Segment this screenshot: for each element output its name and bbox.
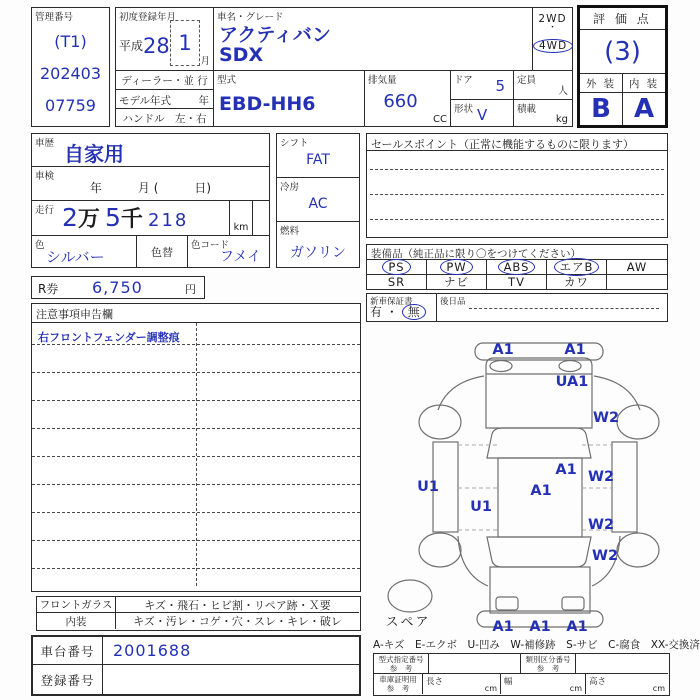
equip-navi-label: ナビ	[444, 275, 469, 289]
car-name-label: 車名・グレード	[217, 12, 284, 23]
right-taillight-shape	[562, 597, 584, 610]
dealer-parallel-cell: ディーラー・並 行	[116, 71, 214, 90]
damage-label: A1	[555, 462, 577, 478]
equip-navi	[427, 275, 487, 289]
drive-type-cell	[533, 8, 572, 71]
r-ticket-label: R券	[38, 282, 59, 296]
mileage-cell	[32, 201, 269, 236]
sales-point-line1	[370, 169, 664, 170]
notes-box	[31, 303, 361, 592]
length-unit: cm	[484, 684, 497, 693]
mileage-sen-value: 5	[105, 203, 121, 232]
month-suffix: 月	[200, 56, 210, 67]
first-registration-cell	[116, 8, 214, 71]
warranty-dot: ・	[385, 305, 398, 319]
equip-aw-label: AW	[626, 260, 648, 274]
drive-4wd: 4WD	[533, 39, 573, 53]
equip-kawa-label: カワ	[564, 275, 589, 289]
equip-tv	[487, 275, 547, 289]
front-right-wheel-shape	[617, 405, 659, 439]
model-year-cell	[116, 90, 214, 109]
class-number-label-cell	[521, 654, 576, 674]
front-left-wheel-shape	[419, 405, 461, 439]
warranty-yes: 有	[370, 305, 383, 319]
garage-label: 車庫証明用	[379, 675, 417, 684]
equip-kawa	[547, 275, 607, 289]
displacement-value: 660	[383, 91, 418, 112]
score-box	[577, 5, 668, 128]
garage-label-cell	[374, 674, 423, 694]
front-panel-shape	[486, 358, 592, 428]
garage-sub: 参 考	[386, 684, 410, 693]
equip-ps	[367, 260, 427, 275]
notes-title: 注意事項申告欄	[32, 304, 360, 323]
fuel-value: ガソリン	[290, 245, 346, 261]
later-item-line	[469, 308, 659, 309]
car-name-value: アクティバン	[219, 24, 331, 46]
r-ticket-unit: 円	[185, 283, 196, 296]
capacity-cell	[514, 71, 572, 100]
fuel-cell	[277, 222, 359, 267]
ac-cell	[277, 178, 359, 222]
interior-grade: A	[633, 94, 655, 124]
score-label: 評 価 点	[580, 8, 665, 30]
glass-options: キズ・飛石・ヒビ割・リペア跡・Ｘ要	[116, 597, 359, 613]
capacity-label: 定員	[517, 75, 537, 86]
fuel-label: 燃料	[280, 226, 300, 237]
car-name-cell	[214, 8, 533, 71]
damage-label: A1	[566, 619, 588, 635]
equip-abs	[487, 260, 547, 275]
type-number-label-cell	[374, 654, 429, 674]
equipment-box	[366, 244, 668, 290]
displacement-unit: CC	[433, 114, 447, 125]
type-number-sub: 参 考	[389, 664, 413, 673]
rear-panel-shape	[490, 567, 590, 613]
equip-empty	[607, 275, 667, 289]
registration-value-cell	[103, 665, 359, 694]
damage-legend: A-キズ E-エクボ U-凹み W-補修跡 S-サビ C-腐食 XX-交換済	[373, 639, 700, 651]
length-cell	[423, 674, 501, 694]
door-label: ドア	[454, 75, 473, 86]
model-code-value: EBD-HH6	[219, 93, 316, 115]
load-unit: kg	[555, 114, 568, 125]
damage-label: U1	[417, 479, 439, 495]
footer-table	[373, 653, 670, 696]
color-label: 色	[35, 240, 45, 251]
equip-aw	[607, 260, 667, 275]
equip-ps-label: PS	[382, 259, 410, 275]
damage-label: UA1	[555, 374, 589, 390]
shift-value: FAT	[306, 152, 330, 168]
equip-sr-label: SR	[387, 275, 406, 289]
damage-label: W2	[587, 517, 615, 533]
mileage-label: 走行	[35, 205, 55, 216]
damage-label: A1	[529, 619, 551, 635]
sales-point-box	[366, 133, 668, 238]
sales-point-line2	[370, 194, 664, 195]
color-cell	[32, 236, 136, 268]
load-label: 積載	[517, 104, 537, 115]
equip-airbag	[547, 260, 607, 275]
interior-cond-label: 内装	[37, 613, 116, 629]
spare-tire-shape	[388, 580, 432, 612]
shift-label: シフト	[280, 138, 309, 149]
type-number-label: 型式指定番号	[378, 655, 424, 664]
height-unit: cm	[652, 684, 665, 693]
mileage-unit-cell	[229, 201, 252, 236]
equip-pw-label: PW	[440, 259, 472, 275]
model-code-label: 型式	[217, 75, 237, 86]
first-registration-year: 28	[143, 34, 170, 58]
length-label: 長さ	[426, 677, 444, 687]
interior-cond-options: キズ・汚レ・コゲ・穴・スレ・キレ・破レ	[133, 615, 342, 628]
shape-cell	[451, 100, 514, 127]
later-item-label: 後日品	[440, 297, 466, 307]
left-rear-quarter-shape	[458, 536, 488, 586]
ac-label: 冷房	[280, 182, 300, 193]
equip-pw	[427, 260, 487, 275]
equip-abs-label: ABS	[498, 259, 536, 275]
drive-dot: ・	[547, 23, 557, 33]
class-number-sub: 参 考	[536, 664, 560, 673]
displacement-label: 排気量	[368, 75, 397, 86]
left-taillight-shape	[496, 597, 518, 610]
right-headlight-shape	[559, 361, 581, 372]
damage-label: A1	[530, 483, 552, 499]
r-ticket-value: 6,750	[92, 278, 143, 297]
management-number-box	[31, 7, 110, 127]
damage-label: W2	[591, 548, 619, 564]
equip-airbag-label: エアB	[554, 258, 600, 276]
inspection-cell	[32, 167, 269, 201]
history-cell	[32, 134, 269, 167]
mileage-unit: km	[233, 222, 249, 233]
color-code-cell	[188, 236, 269, 268]
management-number-line2: 202403	[39, 64, 102, 83]
rear-right-wheel-shape	[617, 533, 659, 567]
damage-label: W2	[592, 410, 620, 426]
damage-label: U1	[470, 499, 492, 515]
type-number-value-cell	[429, 654, 521, 674]
color-code-value: フメイ	[219, 249, 261, 265]
windshield-shape	[487, 428, 591, 458]
mileage-spare-cell	[252, 201, 269, 236]
warranty-label: 新車保証書	[370, 297, 413, 307]
chassis-label: 車台番号	[33, 637, 103, 665]
sales-point-title: セールスポイント（正常に機能するものに限ります）	[367, 134, 667, 151]
notes-note: 右フロントフェンダー調整痕	[38, 331, 180, 344]
color-value: シルバー	[46, 248, 105, 266]
inspection-format: 年 月 ( 日)	[89, 181, 212, 195]
width-cell	[501, 674, 586, 694]
equipment-title: 装備品（純正品に限り〇をつけてください）	[367, 245, 667, 260]
warranty-no: 無	[402, 304, 426, 320]
car-grade-value: SDX	[219, 44, 264, 66]
ac-value: AC	[308, 196, 328, 212]
first-registration-label: 初度登録年月	[119, 12, 177, 23]
r-ticket-box	[31, 276, 205, 299]
inspection-label: 車検	[35, 171, 55, 182]
drive-2wd: 2WD	[538, 13, 567, 25]
history-value: 自家用	[64, 142, 124, 166]
score-value: (3)	[604, 36, 641, 67]
model-code-cell	[214, 71, 365, 127]
damage-label: A1	[564, 342, 586, 358]
era-label: 平成	[119, 39, 144, 53]
damage-label: A1	[492, 342, 514, 358]
mileage-sen-unit: 千	[120, 207, 143, 232]
mileage-man-unit: 万	[77, 207, 100, 232]
height-cell	[586, 674, 668, 694]
mileage-rest: 218	[148, 210, 189, 231]
displacement-cell	[365, 71, 451, 127]
mileage-man-value: 2	[62, 203, 78, 232]
right-side-panel-shape	[612, 442, 637, 532]
shape-value: V	[477, 106, 488, 124]
spare-tire-label: スペア	[385, 615, 431, 630]
class-number-value-cell	[576, 654, 668, 674]
history-box	[31, 133, 270, 268]
width-label: 幅	[504, 677, 513, 687]
warranty-cell	[367, 294, 437, 321]
rear-left-wheel-shape	[419, 533, 461, 567]
width-unit: cm	[569, 684, 582, 693]
equip-sr	[367, 275, 427, 289]
chassis-value: 2001688	[113, 641, 192, 660]
registration-label: 登録番号	[33, 665, 103, 694]
color-change-cell: 色替	[136, 236, 188, 268]
damage-diagram	[370, 330, 700, 635]
interior-label: 内 装	[623, 73, 665, 93]
chassis-value-cell	[103, 637, 359, 665]
damage-label: A1	[492, 619, 514, 635]
load-cell	[514, 100, 572, 127]
history-label: 車歴	[35, 138, 55, 149]
condition-box	[36, 596, 361, 631]
damage-label: W2	[587, 469, 615, 485]
capacity-unit: 人	[558, 86, 568, 97]
id-box	[31, 635, 361, 696]
management-number-line3: 07759	[45, 96, 96, 115]
door-value: 5	[495, 77, 505, 95]
notes-center-divider	[196, 323, 197, 586]
color-code-label: 色コード	[191, 240, 230, 251]
spec-grid	[115, 7, 573, 127]
warranty-box	[366, 293, 668, 322]
color-row	[32, 236, 269, 268]
door-cell	[451, 71, 514, 100]
equip-tv-label: TV	[508, 275, 525, 289]
handle-cell: ハンドル 左・右	[116, 109, 214, 127]
left-headlight-shape	[490, 361, 512, 372]
class-number-label: 類別区分番号	[525, 655, 571, 664]
shift-cell	[277, 134, 359, 178]
management-number-line1: (T1)	[54, 32, 87, 51]
sales-point-line3	[370, 219, 664, 220]
model-year-label: モデル年式	[119, 95, 171, 107]
model-year-suffix: 年	[198, 95, 209, 107]
glass-label: フロントガラス	[37, 597, 116, 613]
management-number-label: 管理番号	[35, 12, 74, 23]
shape-label: 形状	[454, 104, 474, 115]
exterior-grade: B	[580, 93, 623, 125]
rear-window-shape	[487, 537, 591, 567]
drivetrain-box	[276, 133, 360, 268]
later-item-cell	[437, 294, 667, 321]
first-registration-month: 1	[170, 20, 200, 66]
height-label: 高さ	[589, 677, 607, 687]
exterior-label: 外 装	[580, 73, 623, 93]
